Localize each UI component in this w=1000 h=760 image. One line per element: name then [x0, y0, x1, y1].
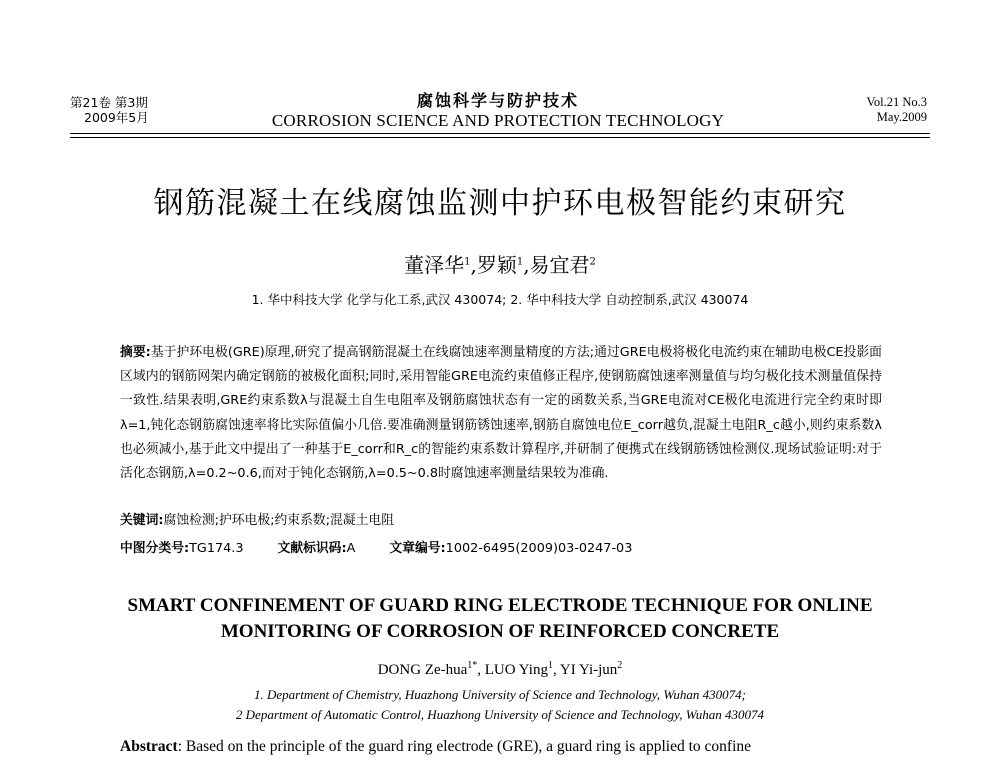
abstract-cn-label: 摘要:	[120, 345, 151, 360]
author-name-en: YI Yi-jun	[559, 662, 618, 678]
author-affiliation-mark: 1	[464, 256, 471, 268]
author-list-cn	[0, 252, 1000, 278]
journal-name-en: CORROSION SCIENCE AND PROTECTION TECHNOLOGY	[271, 111, 725, 130]
issue-info	[70, 95, 149, 125]
abstract-en-text: : Based on the principle of the guard ring electrode (GRE), a guard ring is applied to confine	[177, 738, 752, 755]
article-number: 1002-6495(2009)03-0247-03	[445, 541, 633, 556]
affiliation-en-line: 1. Department of Chemistry, Huazhong University of Science and Technology, Wuhan 430074;	[253, 687, 747, 702]
author-name: 易宜君	[529, 253, 590, 277]
author-affiliation-mark: 2	[617, 660, 623, 671]
paper-title-cn: 钢筋混凝土在线腐蚀监测中护环电极智能约束研究	[153, 186, 847, 221]
author-list-en	[0, 660, 1000, 680]
author-affiliation-mark: 1	[516, 256, 524, 268]
author-name-en: DONG Ze-hua	[377, 662, 468, 678]
abstract-en-label: Abstract	[120, 738, 178, 755]
author-affiliation-mark: 2	[589, 256, 596, 268]
volume-issue: 第21卷 第3期	[70, 95, 148, 110]
author-separator: ,	[470, 253, 477, 277]
author-name-en: LUO Ying	[484, 662, 548, 678]
affiliation-cn: 1. 华中科技大学 化学与化工系,武汉 430074; 2. 华中科技大学 自动控制系,武汉 430074	[251, 292, 749, 307]
keywords-cn-text: 腐蚀检测;护环电极;约束系数;混凝土电阻	[163, 513, 394, 528]
journal-name-cn: 腐蚀科学与防护技术	[416, 91, 579, 110]
header-rule-thick	[70, 133, 930, 134]
affiliation-en	[0, 685, 1000, 725]
affiliation-en-line: 2 Department of Automatic Control, Huazhong University of Science and Technology, Wuhan 430074	[235, 707, 765, 722]
author-name: 罗颖	[476, 253, 517, 277]
abstract-cn	[120, 341, 882, 486]
issue-date-en: May.2009	[876, 110, 927, 124]
issue-date: 2009年5月	[84, 110, 149, 125]
author-separator: ,	[552, 662, 560, 678]
author-name: 董泽华	[404, 253, 465, 277]
paper-title-en	[60, 593, 940, 645]
author-separator: ,	[477, 662, 485, 678]
header-rule-thin	[70, 137, 930, 138]
doc-code-label: 文献标识码:	[277, 541, 347, 556]
clc-code: TG174.3	[189, 541, 244, 556]
author-affiliation-mark: 1	[547, 660, 553, 671]
article-number-label: 文章编号:	[389, 541, 446, 556]
doc-code: A	[346, 541, 356, 556]
author-affiliation-mark: 1*	[467, 660, 478, 671]
paper-title-en-line: MONITORING OF CORROSION OF REINFORCED CONCRETE	[220, 621, 780, 642]
classification-line	[120, 539, 632, 559]
abstract-cn-text: 基于护环电极(GRE)原理,研究了提高钢筋混凝土在线腐蚀速率测量精度的方法;通过GRE电极将极化电流约束在辅助电极CE投影面区域内的钢筋网架内确定钢筋的被极化面积;同时,采用智能GRE电流约束值修正程序,使钢筋腐蚀速率测量值与均匀极化技术测量值保持一致性.结果表明,GRE约束系数λ与混凝土自生电阻率及钢筋腐蚀状态有一定的函数关系,当GRE电流对CE极化电流进行完全约束时即λ=1,钝化态钢筋腐蚀速率将比实际值偏小几倍.要准确测量钢筋锈蚀速率,钢筋自腐蚀电位E_corr越负,混凝土电阻R_c越小,则约束系数λ也必须减小,基于此文中提出了一种基于E_corr和R_c的智能约束系数计算程序,并研制了便携式在线钢筋锈蚀检测仪.现场试验证明:对于活化态钢筋,λ=0.2~0.6,而对于钝化态钢筋,λ=0.5~0.8时腐蚀速率测量结果较为准确.	[120, 345, 882, 482]
keywords-cn	[120, 511, 394, 531]
volume-number-en: Vol.21 No.3	[866, 95, 927, 109]
abstract-en	[120, 737, 890, 757]
keywords-cn-label: 关键词:	[120, 513, 164, 528]
journal-header	[230, 91, 766, 131]
volume-info-en	[866, 95, 927, 125]
paper-title-en-line: SMART CONFINEMENT OF GUARD RING ELECTRODE TECHNIQUE FOR ONLINE	[127, 595, 873, 616]
author-separator: ,	[523, 253, 530, 277]
clc-label: 中图分类号:	[120, 541, 190, 556]
